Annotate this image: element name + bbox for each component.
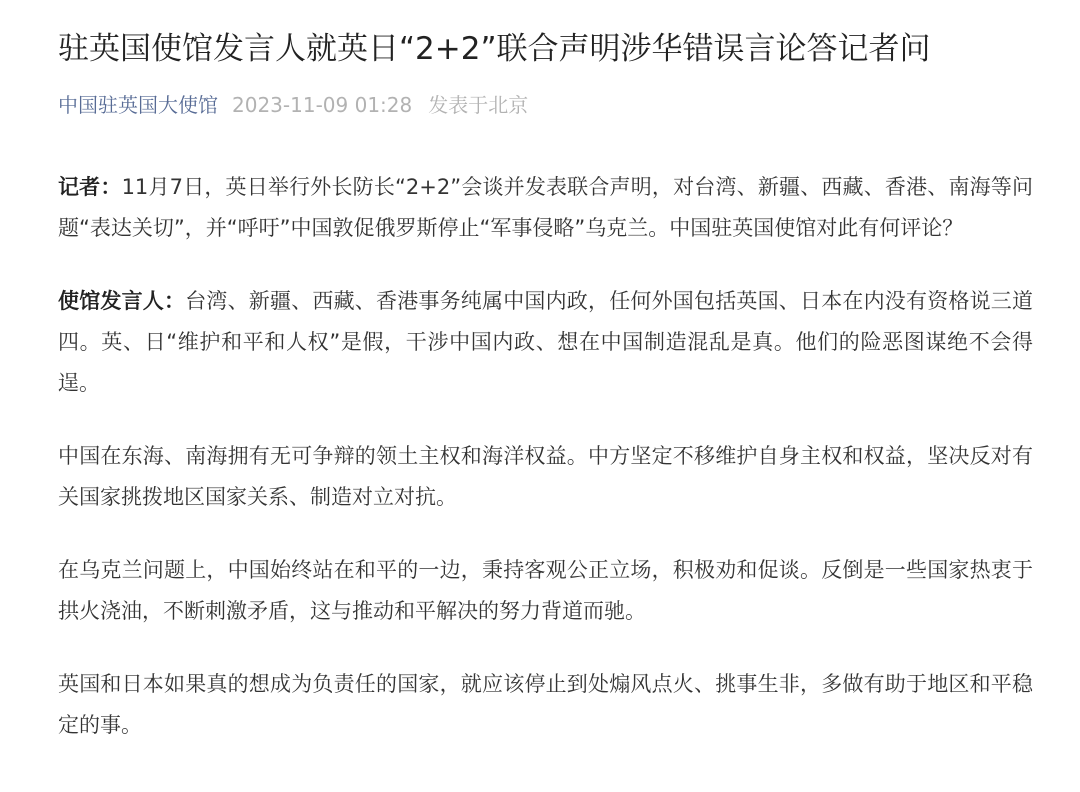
- speaker-label-spokesperson: 使馆发言人：: [58, 289, 186, 313]
- account-name-link[interactable]: 中国驻英国大使馆: [58, 93, 218, 117]
- publish-location: 发表于北京: [428, 93, 529, 117]
- paragraph-text: 在乌克兰问题上，中国始终站在和平的一边，秉持客观公正立场，积极劝和促谈。反倒是一些国家热衷于拱火浇油，不断刺激矛盾，这与推动和平解决的努力背道而驰。: [58, 558, 1033, 623]
- publish-time: 2023-11-09 01:28: [232, 93, 413, 117]
- paragraph-ukraine: [58, 550, 1033, 632]
- speaker-label-reporter: 记者：: [58, 175, 122, 199]
- paragraph-text: 11月7日，英日举行外长防长“2+2”会谈并发表联合声明，对台湾、新疆、西藏、香港、南海等问题“表达关切”，并“呼吁”中国敦促俄罗斯停止“军事侵略”乌克兰。中国驻英国使馆对此有何评论？: [58, 175, 1034, 240]
- paragraph-text: 英国和日本如果真的想成为负责任的国家，就应该停止到处煽风点火、挑事生非，多做有助于地区和平稳定的事。: [58, 672, 1033, 737]
- paragraph-spokesperson-answer: [58, 281, 1033, 404]
- article-meta: [58, 90, 528, 120]
- article-title: 驻英国使馆发言人就英日“2+2”联合声明涉华错误言论答记者问: [58, 31, 931, 67]
- paragraph-east-south-china-sea: [58, 436, 1033, 518]
- article-body: [58, 167, 1033, 778]
- paragraph-text: 台湾、新疆、西藏、香港事务纯属中国内政，任何外国包括英国、日本在内没有资格说三道四。英、日“维护和平和人权”是假，干涉中国内政、想在中国制造混乱是真。他们的险恶图谋绝不会得逞。: [58, 289, 1033, 395]
- paragraph-conclusion: [58, 664, 1033, 746]
- paragraph-reporter-question: [58, 167, 1033, 249]
- paragraph-text: 中国在东海、南海拥有无可争辩的领土主权和海洋权益。中方坚定不移维护自身主权和权益，坚决反对有关国家挑拨地区国家关系、制造对立对抗。: [58, 444, 1033, 509]
